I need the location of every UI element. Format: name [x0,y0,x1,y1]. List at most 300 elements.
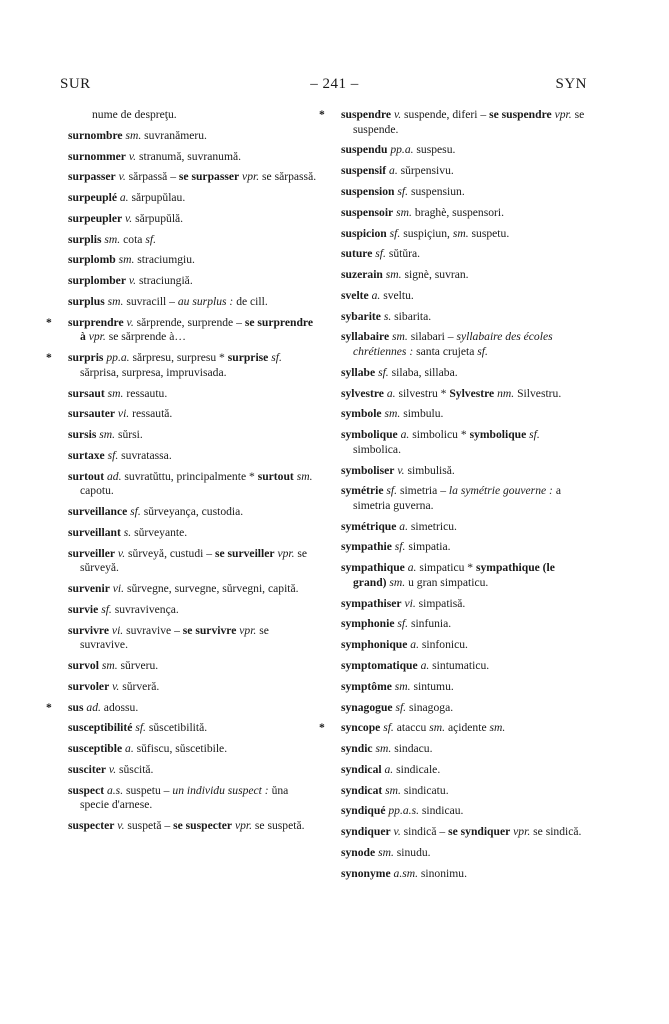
dictionary-entry [68,253,318,268]
headword: sympathiser [341,596,402,610]
headword: surveillance [68,505,128,519]
headword: surpasser [68,170,116,184]
definition: suspetă – [127,819,171,832]
headword: sursis [68,428,97,442]
definition: sinudu. [396,845,431,859]
headword: survoler [68,679,110,693]
headword: syndiqué [341,804,386,818]
headword: surplomber [68,274,126,288]
definition: silvestru * [398,386,447,400]
definition: sŭrpensivu. [400,164,454,178]
dictionary-entry [319,721,589,736]
headword: synonyme [341,866,391,880]
headword: se surpasser [178,170,240,184]
dictionary-entry [341,846,589,861]
dictionary-entry [68,150,318,165]
grammar-label: sm. [107,295,124,309]
definition: sŭrveyă, custudi – [128,546,213,560]
definition: straciungiă. [138,274,193,288]
dictionary-entry [68,603,318,618]
headword: susciter [68,762,106,776]
headword: surplomb [68,253,116,267]
grammar-label: sf. [529,428,540,442]
definition: ressaută. [132,407,173,421]
headword: se surveiller [214,546,275,560]
definition: straciumgiu. [137,253,195,267]
grammar-label: sm. [389,575,406,589]
dictionary-entry [68,407,318,422]
grammar-label: sf. [135,721,146,735]
grammar-label: vpr. [242,170,260,184]
definition: se suspende. [353,108,585,136]
definition: suvracill – [126,295,175,309]
dictionary-entry [68,295,318,310]
dictionary-entry [68,526,318,541]
grammar-label: sm. [118,253,135,267]
headword: surpris [68,351,104,365]
dictionary-entry [68,108,318,123]
definition: sŭrveru. [120,658,159,672]
grammar-label: sf. [397,184,409,198]
headword: surveillant [68,525,121,539]
headword: surpeupler [68,211,123,225]
entry-marker: * [46,351,52,365]
headword: syllabe [341,365,376,379]
definition: sŭscetibilită. [148,721,208,735]
dictionary-entry [46,351,318,380]
grammar-label: sm. [378,845,394,859]
definition: santa crujeta [416,345,475,358]
example-phrase: la symétrie gouverne : [448,484,553,498]
definition: simpatisă. [418,596,466,610]
definition: silaba, sillaba. [391,365,458,379]
grammar-label: v. [128,274,137,288]
headword: Sylvestre [449,386,495,400]
page-number: – 241 – [310,76,359,92]
definition: sŭrveyante. [134,525,188,539]
definition: ŭna specie d'arnese. [80,783,289,812]
example-phrase: au surplus : [177,295,234,309]
definition: se sŭrveyă. [80,546,308,575]
headword: suspensoir [341,205,394,219]
headword: syncope [341,721,381,735]
dictionary-entry [341,330,589,359]
definition: sărpassă – [128,170,176,184]
dictionary-entry [68,784,318,813]
grammar-label: sf. [386,484,398,498]
grammar-label: sf. [397,617,409,631]
dictionary-entry [68,547,318,576]
definition: sintumu. [413,679,454,693]
grammar-label: nm. [497,386,515,400]
dictionary-entry [341,289,589,304]
definition: silabari – [410,330,454,344]
definition: simetria – [399,484,446,498]
dictionary-entry [341,597,589,612]
dictionary-entry [341,407,589,422]
dictionary-entry [341,206,589,221]
grammar-label: pp.a.s. [388,804,419,818]
definition: ataccu [396,721,427,735]
grammar-label: v. [117,546,126,560]
headword: symbole [341,407,382,421]
dictionary-entry [341,310,589,325]
grammar-label: vpr. [234,819,253,832]
grammar-label: v. [128,149,137,163]
dictionary-entry [68,763,318,778]
dictionary-entry [341,540,589,555]
dictionary-entry [68,470,318,499]
definition: se sărprende à… [108,330,186,344]
grammar-label: a. [407,561,417,575]
grammar-label: a.sm. [393,866,418,880]
grammar-label: sf. [395,700,407,714]
dictionary-entry [68,233,318,248]
grammar-label: sf. [389,226,401,240]
headword: suspect [68,783,105,797]
headword: syndical [341,762,382,776]
dictionary-entry [68,819,318,834]
grammar-label: vpr. [513,825,531,839]
headword: susceptibilité [68,721,133,735]
dictionary-entry [341,638,589,653]
dictionary-entry [341,804,589,819]
grammar-label: sf. [271,351,282,365]
headword: se syndiquer [448,825,511,839]
headword: suspension [341,184,395,198]
headword: sursaut [68,386,105,400]
grammar-label: v. [125,211,133,225]
definition: sărprisa, surpresa, impruvisada. [80,365,227,379]
grammar-label: a. [119,191,129,205]
headword: surnommer [68,149,126,163]
grammar-label: a. [371,288,381,302]
definition: sindicatu. [403,783,449,797]
definition: braghè, suspensori. [414,205,505,219]
grammar-label: v. [117,819,125,832]
headword: syndicat [341,783,383,797]
dictionary-entry [68,387,318,402]
grammar-label: sm. [384,407,401,421]
headword: sympathique (le grand) [353,561,555,589]
headword: surveiller [68,546,116,560]
grammar-label: a. [400,428,410,442]
definition: sveltu. [383,288,414,302]
grammar-label: vpr. [554,108,572,121]
dictionary-entry [341,268,589,283]
dictionary-entry [68,428,318,443]
definition: suspiçiun, [403,226,450,240]
definition: sibarita. [394,309,432,323]
definition: ressautu. [126,386,168,400]
grammar-label: vi. [404,596,416,610]
grammar-label: sm. [125,128,142,142]
entry-marker: * [319,721,325,735]
grammar-label: sm. [429,721,446,735]
definition: se suspetă. [254,819,305,832]
headword: symbolique [469,428,527,442]
running-head-right: SYN [555,76,587,92]
headword: sylvestre [341,386,384,400]
dictionary-entry [68,721,318,736]
grammar-label: v. [108,762,117,776]
definition: stranumă, suvranumă. [138,149,242,163]
grammar-label: a. [420,658,430,672]
headword: se surprendre à [80,315,313,344]
grammar-label: v. [112,679,120,693]
grammar-label: vi. [111,623,124,637]
headword: surpeuplé [68,191,117,205]
definition: sinfunia. [410,617,452,631]
definition: sărpupŭlau. [131,191,186,205]
grammar-label: pp.a. [106,351,130,365]
definition: se sindică. [533,825,582,839]
headword: survenir [68,582,110,595]
grammar-label: pp.a. [390,143,414,157]
entry-marker: * [46,700,52,714]
grammar-label: sf. [375,247,386,261]
dictionary-entry [68,742,318,757]
grammar-label: sf. [378,365,389,379]
definition: adossu. [103,700,139,714]
definition: suvranămeru. [144,128,207,142]
headword: susceptible [68,742,123,756]
definition: de cill. [236,295,268,309]
headword: surprise [227,351,269,365]
grammar-label: a. [399,519,408,533]
definition: sŭtŭra. [388,247,421,261]
definition: sindicale. [396,762,441,776]
headword: syndiquer [341,825,391,839]
dictionary-entry [68,680,318,695]
dictionary-entry [68,505,318,520]
dictionary-entry [341,520,589,535]
headword: symptomatique [341,658,418,672]
dictionary-entry [341,784,589,799]
definition: sinonimu. [420,866,467,880]
dictionary-entry [319,108,589,137]
headword: symbolique [341,428,398,442]
definition: sŭrveyança, custodia. [143,505,244,519]
grammar-label: vi. [117,407,130,421]
dictionary-entry [341,428,589,457]
headword: surnombre [68,128,123,142]
headword: surplis [68,232,102,246]
definition: a simetria guverna. [353,484,561,512]
dictionary-entry [341,164,589,179]
grammar-label: sm. [452,226,469,240]
grammar-label: sf. [477,345,488,358]
definition: sŭscită. [119,762,154,776]
grammar-label: sm. [296,469,313,483]
grammar-label: sm. [394,679,411,693]
grammar-label: sf. [107,448,119,462]
definition: simbulisă. [407,463,455,477]
grammar-label: vpr. [239,623,257,637]
dictionary-entry [341,763,589,778]
grammar-label: s. [383,309,392,323]
dictionary-entry [341,247,589,262]
dictionary-entry [68,659,318,674]
definition: sărpresu, surpresu * [132,351,225,365]
definition: suvratassa. [121,448,172,462]
grammar-label: v. [393,108,402,121]
dictionary-entry [46,315,318,345]
dictionary-entry [68,582,318,597]
dictionary-entry [68,129,318,144]
grammar-label: sm. [385,268,402,282]
dictionary-entry [341,143,589,158]
example-phrase: syllabaire des écoles chrétiennes : [353,330,553,358]
definition: sărpupŭlă. [135,211,184,225]
definition: signè, suvran. [404,268,469,282]
definition: sŭfiscu, sŭscetibile. [136,742,228,756]
headword: symphonie [341,617,395,631]
headword: symétrique [341,519,397,533]
grammar-label: vpr. [277,546,295,560]
headword: survol [68,658,99,672]
headword: syllabaire [341,330,390,344]
definition: suspetu. [471,226,510,240]
dictionary-entry [68,212,318,227]
dictionary-entry [341,659,589,674]
grammar-label: a. [384,762,394,776]
headword: se suspecter [173,819,233,832]
definition: sŭrveră. [122,679,160,693]
definition: simetricu. [410,519,457,533]
grammar-label: sf. [394,540,406,554]
definition: sinfonicu. [421,638,468,652]
definition: sindicau. [421,804,464,818]
grammar-label: sm. [396,205,412,219]
headword: suture [341,247,373,261]
definition: u gran simpaticu. [408,575,489,589]
entry-marker: * [319,108,325,121]
grammar-label: sm. [104,232,121,246]
headword: suspendu [341,143,388,157]
grammar-label: a. [410,638,419,652]
dictionary-entry [341,867,589,882]
grammar-label: sm. [107,386,124,400]
dictionary-entry [68,624,318,653]
grammar-label: vpr. [88,330,106,344]
headword: symétrie [341,484,384,498]
definition: cota [123,232,143,246]
grammar-label: a. [389,164,398,178]
definition: açidente [447,721,487,735]
definition: se suvravive. [80,623,269,652]
definition: simbolica. [353,442,401,456]
headword: suspendre [341,108,392,121]
headword: syndic [341,742,373,756]
grammar-label: s. [123,525,132,539]
dictionary-entry [68,191,318,206]
headword: suspicion [341,226,387,240]
definition: suvratŭttu, principalmente * [124,469,255,483]
definition: capotu. [80,484,114,498]
dictionary-entry [46,700,318,716]
headword: surprendre [68,315,124,329]
dictionary-entry [341,484,589,513]
headword: surtout [257,469,294,483]
headword: surtaxe [68,448,105,462]
dictionary-entry [341,742,589,757]
grammar-label: a.s. [106,783,124,797]
headword: sursauter [68,407,116,421]
headword: symphonique [341,638,408,652]
definition: simbolicu * [412,428,467,442]
headword: sus [68,700,84,714]
headword: suspecter [68,819,115,832]
headword: sybarite [341,309,381,323]
grammar-label: v. [118,170,126,184]
dictionary-entry [341,680,589,695]
example-phrase: un individu suspect : [172,783,269,797]
definition: simpaticu * [419,561,474,575]
headword: surplus [68,295,105,309]
headword: symptôme [341,679,392,693]
headword: survivre [68,623,110,637]
grammar-label: ad. [106,469,122,483]
grammar-label: v. [397,463,405,477]
grammar-label: sm. [375,742,392,756]
definition: suvravivença. [114,602,179,616]
headword: surtout [68,469,105,483]
grammar-label: v. [126,315,134,329]
definition: nume de despreţu. [92,108,177,121]
grammar-label: sm. [489,721,506,735]
dictionary-entry [341,366,589,381]
entry-marker: * [46,315,52,329]
headword: symboliser [341,463,395,477]
headword: svelte [341,288,369,302]
grammar-label: vi. [112,582,125,595]
grammar-label: sf. [130,505,141,519]
dictionary-entry [68,170,318,185]
definition: simpatia. [408,540,451,554]
definition: sinagoga. [409,700,454,714]
headword: synode [341,845,376,859]
definition: sindacu. [394,742,433,756]
grammar-label: sm. [99,428,116,442]
definition: sărprende, surprende – [136,315,242,329]
dictionary-entry [341,464,589,479]
headword: sympathie [341,540,392,554]
definition: Silvestru. [517,386,562,400]
definition: simbulu. [403,407,444,421]
definition: suspesu. [416,143,456,157]
grammar-label: v. [393,825,401,839]
dictionary-entry [341,387,589,402]
definition: suspensiun. [410,184,465,198]
headword: se suspendre [489,108,552,121]
headword: survie [68,602,99,616]
headword: synagogue [341,700,393,714]
grammar-label: sm. [101,658,118,672]
definition: sŭrvegne, survegne, sŭrvegni, capită. [126,582,299,595]
grammar-label: sf. [101,602,112,616]
grammar-label: sm. [385,783,401,797]
grammar-label: sf. [383,721,394,735]
dictionary-entry [341,617,589,632]
definition: suvravive – [126,623,180,637]
grammar-label: ad. [86,700,101,714]
definition: se sărpassă. [262,170,317,184]
headword: suspensif [341,164,387,178]
headword: sympathique [341,561,405,575]
left-column [46,108,318,840]
grammar-label: a. [386,386,396,400]
